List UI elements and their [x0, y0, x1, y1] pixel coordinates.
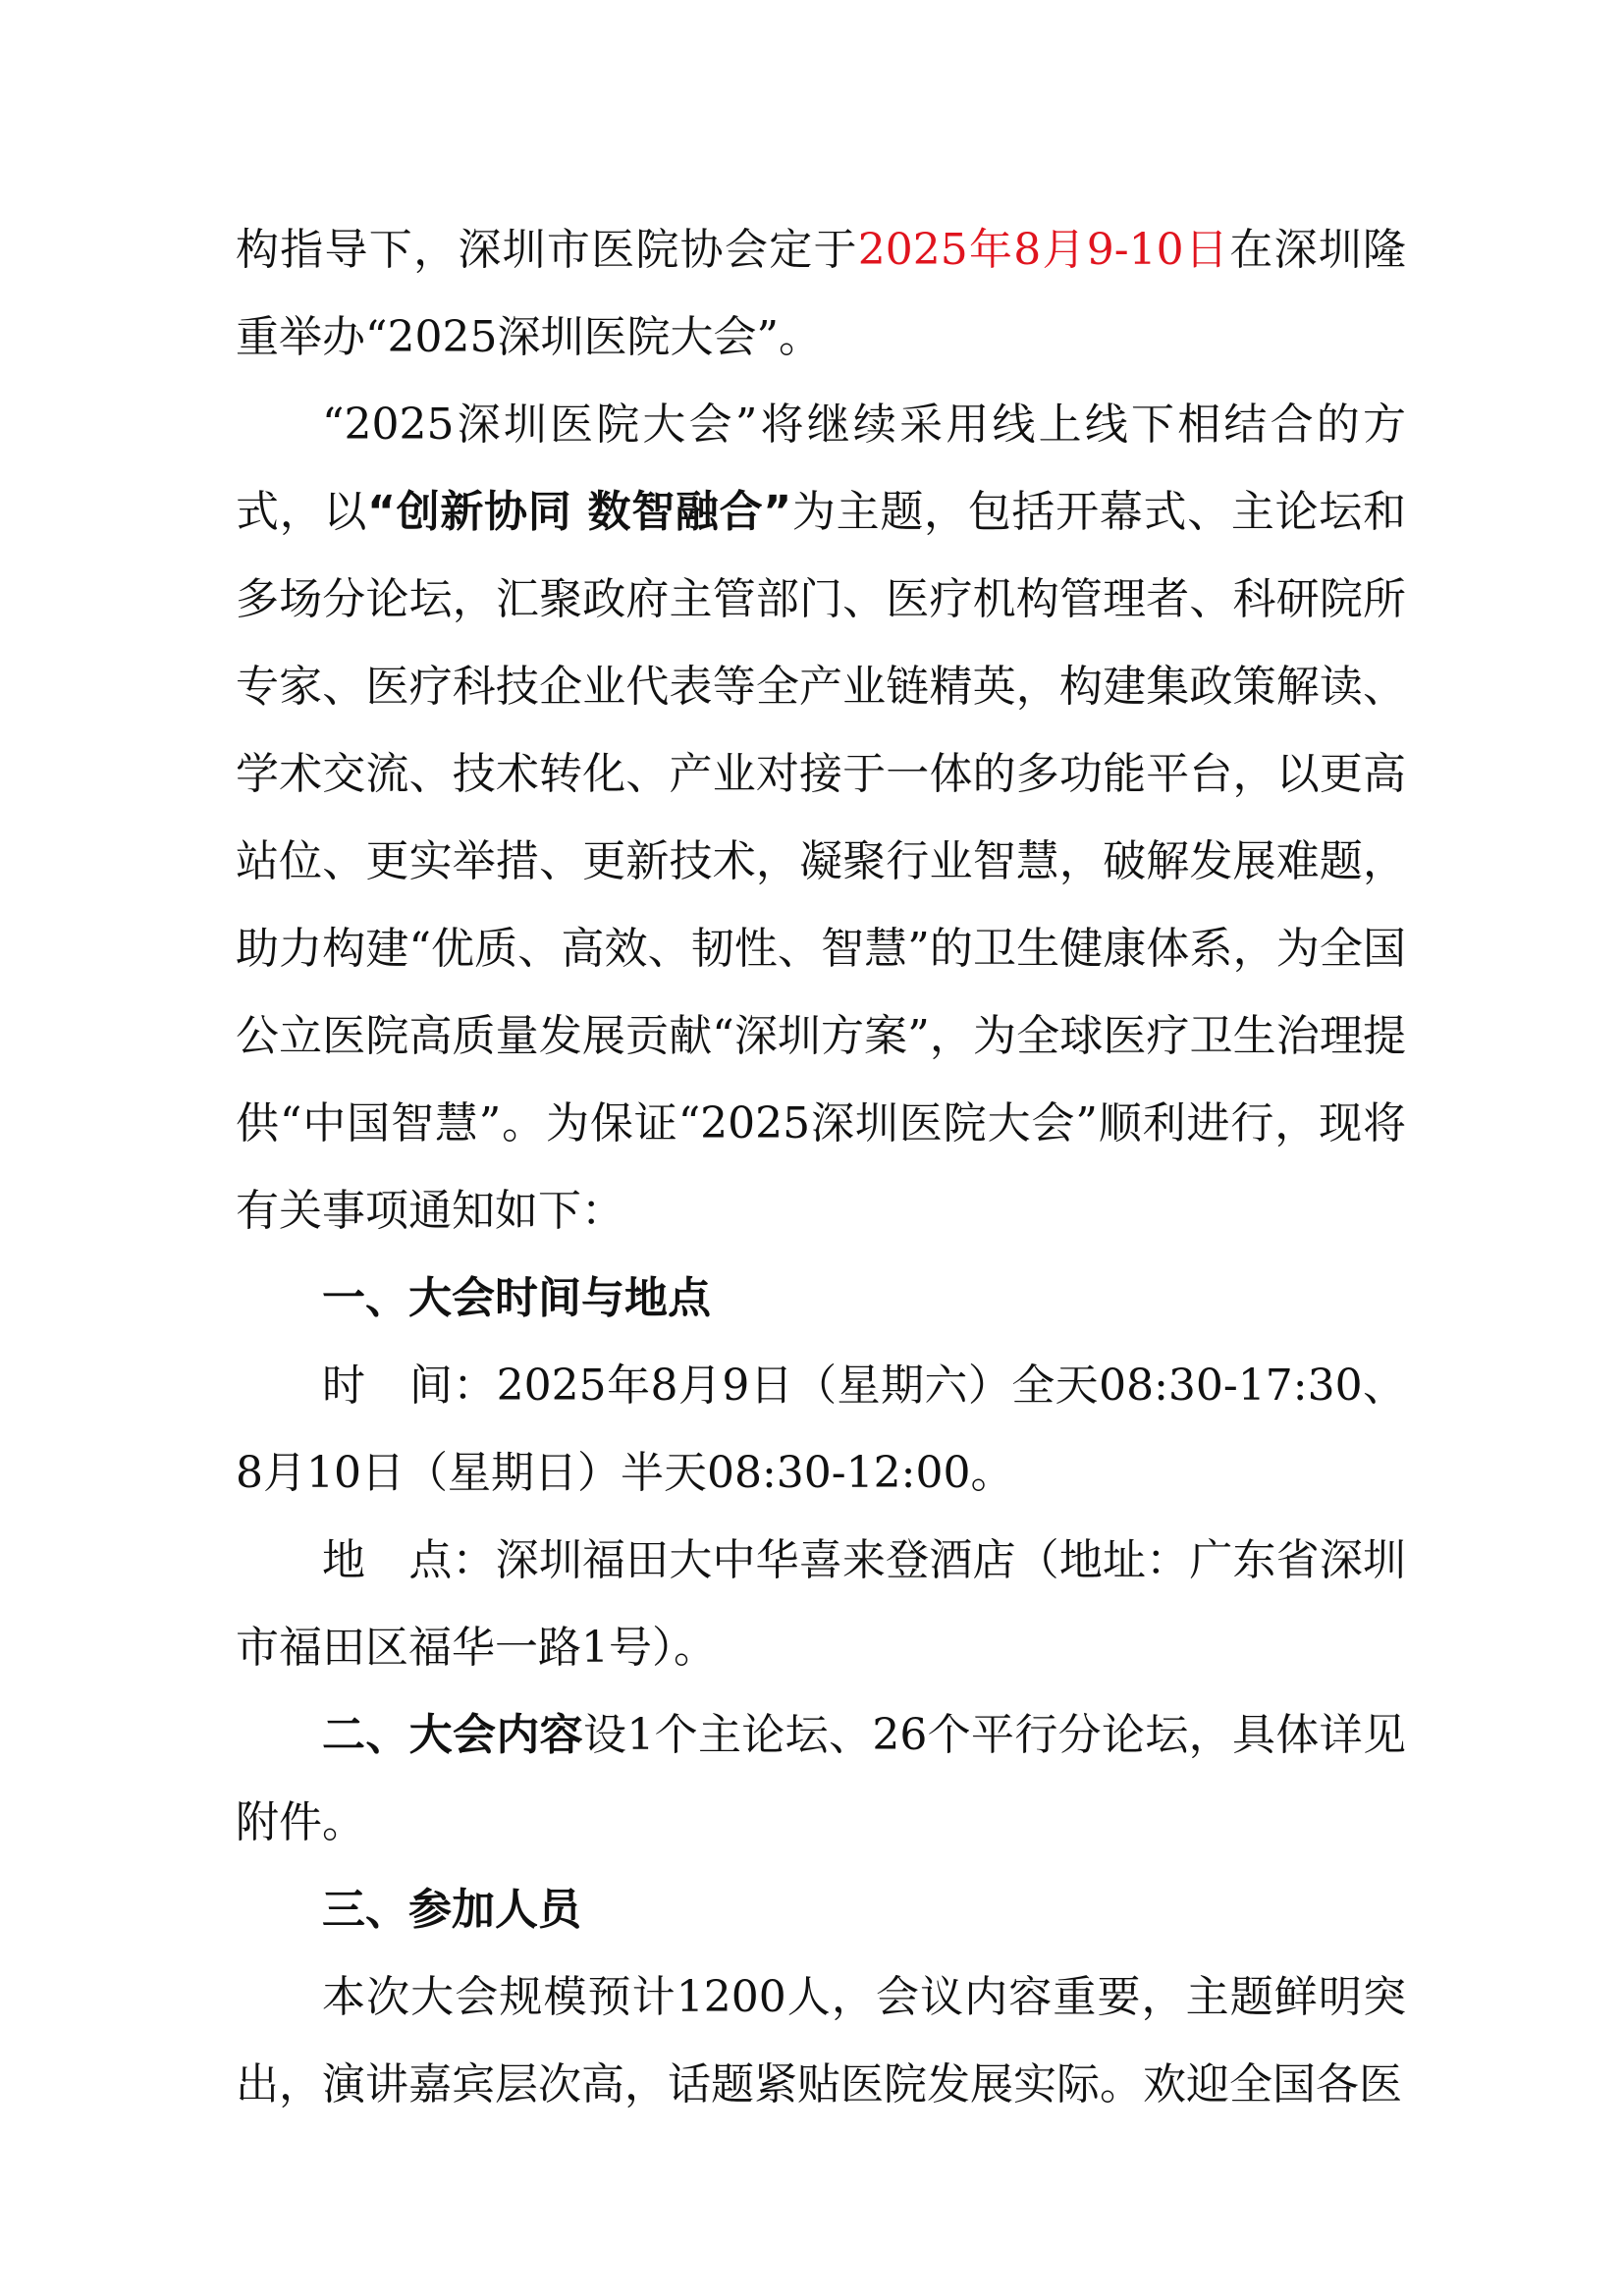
section-heading-participants: 三、参加人员 — [322, 1885, 581, 1935]
intro-text-end: 在深圳隆重举办“2025深圳医院大会”。 — [236, 225, 1407, 362]
conference-date: 2025年8月9-10日 — [857, 225, 1230, 275]
paragraph-time: 时 间：2025年8月9日（星期六）全天08:30-17:30、8月10日（星期日）半天08:30-12:00。 — [236, 1361, 1406, 1498]
overview-text-start: “2025深圳医院大会”将继续采用线上线下相结合的方式，以 — [236, 400, 1406, 537]
paragraph-participants: 本次大会规模预计1200人，会议内容重要，主题鲜明突出，演讲嘉宾层次高，话题紧贴医院发展实际。欢迎全国各医 — [236, 1972, 1406, 2109]
section-heading-time-place: 一、大会时间与地点 — [322, 1273, 711, 1323]
paragraph-place: 地 点：深圳福田大中华喜来登酒店（地址：广东省深圳市福田区福华一路1号）。 — [236, 1535, 1406, 1673]
document-body — [236, 206, 1406, 2128]
content-text: 设1个主论坛、26个平行分论坛，具体详见附件。 — [236, 1710, 1407, 1847]
paragraph-overview — [236, 381, 1406, 1255]
conference-theme: “创新协同 数智融合” — [367, 487, 792, 537]
intro-text-start: 构指导下，深圳市医院协会定于 — [236, 225, 858, 275]
paragraph-intro — [236, 206, 1406, 381]
paragraph-content — [236, 1691, 1406, 1866]
section-heading-content: 二、大会内容 — [322, 1710, 584, 1760]
overview-text-end: 为主题，包括开幕式、主论坛和多场分论坛，汇聚政府主管部门、医疗机构管理者、科研院所专家、医疗科技企业代表等全产业链精英，构建集政策解读、学术交流、技术转化、产业对接于一体的多功能平台，以更高站位、更实举措、更新技术，凝聚行业智慧，破解发展难题，助力构建“优质、高效、韧性、智慧”的卫生健康体系，为全国公立医院高质量发展贡献“深圳方案”，为全球医疗卫生治理提供“中国智慧”。为保证“2025深圳医院大会”顺利进行，现将有关事项通知如下： — [236, 487, 1407, 1236]
